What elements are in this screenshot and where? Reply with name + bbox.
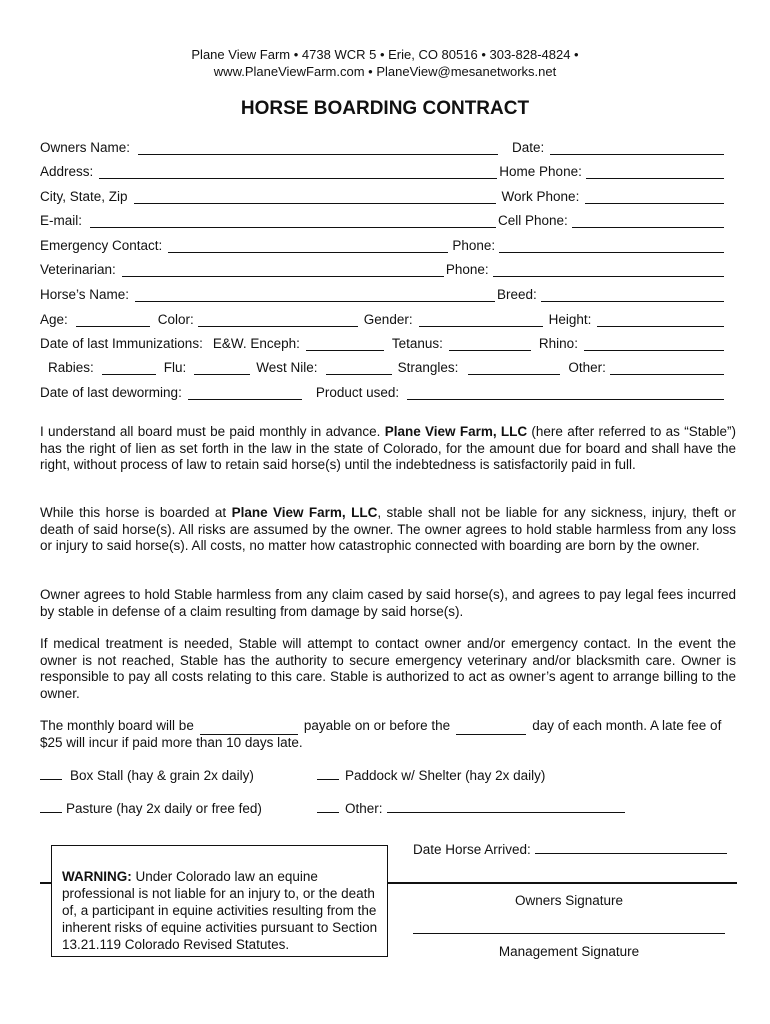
address-field[interactable] (99, 166, 497, 179)
flu-field[interactable] (194, 362, 250, 375)
deworming-field[interactable] (188, 387, 302, 400)
farm-contact-line: www.PlaneViewFarm.com • PlaneView@mesanetworks.net (213, 64, 557, 79)
address-row (40, 161, 726, 179)
city-state-zip-label: City, State, Zip (40, 189, 128, 204)
city-row (40, 186, 726, 204)
lien-paragraph: I understand all board must be paid monthly in advance. Plane View Farm, LLC (here after referred to as “Stable”) has the right of lien as set forth in the law in the state of Colorado, for the amount due for board and shall have the right, without process of law to retain said horse(s) until the indebtedness is satisfactorily paid in full. (40, 424, 736, 472)
other-vaccine-field[interactable] (610, 362, 724, 375)
pasture-option[interactable]: Pasture (hay 2x daily or free fed) (40, 800, 262, 816)
strangles-field[interactable] (468, 362, 560, 375)
deworming-row (40, 382, 726, 400)
product-used-field[interactable] (407, 387, 724, 400)
medical-paragraph: If medical treatment is needed, Stable will attempt to contact owner and/or emergency contact. In the event the owner is not reached, Stable has the authority to secure emergency veterinary and/or blacksmith care. Owner is responsible to pay all costs relating to this care. Stable is authorized to act as owner’s agent to arrange billing to the owner. (40, 636, 736, 701)
rabies-field[interactable] (102, 362, 156, 375)
height-label: Height: (548, 312, 592, 327)
height-field[interactable] (597, 314, 724, 327)
color-field[interactable] (198, 314, 358, 327)
deworming-label: Date of last deworming: (40, 385, 182, 400)
breed-label: Breed: (497, 287, 537, 302)
page-title: HORSE BOARDING CONTRACT (240, 98, 530, 119)
management-signature-line[interactable] (413, 933, 725, 934)
date-label: Date: (512, 140, 545, 155)
cell-phone-field[interactable] (572, 215, 724, 228)
email-row (40, 210, 726, 228)
owners-signature-label: Owners Signature (514, 893, 624, 908)
paddock-option[interactable]: Paddock w/ Shelter (hay 2x daily) (317, 767, 545, 783)
gender-field[interactable] (419, 314, 543, 327)
west-nile-field[interactable] (326, 362, 392, 375)
color-label: Color: (157, 312, 194, 327)
tetanus-label: Tetanus: (391, 336, 443, 351)
tetanus-field[interactable] (449, 338, 531, 351)
veterinarian-label: Veterinarian: (40, 262, 116, 277)
vet-phone-field[interactable] (493, 264, 724, 277)
address-label: Address: (40, 164, 94, 179)
warning-label: WARNING: (62, 869, 132, 884)
west-nile-label: West Nile: (256, 360, 318, 375)
flu-label: Flu: (163, 360, 187, 375)
emergency-row (40, 235, 726, 253)
liability-paragraph: While this horse is boarded at Plane View Farm, LLC, stable shall not be liable for any sickness, injury, theft or death of said horse(s). All risks are assumed by the owner. The owner agrees to hold stable harmless from any loss or injury to said horse(s). All costs, no matter how catastrophic connected with boarding are born by the owner. (40, 505, 737, 553)
other-vaccine-label: Other: (568, 360, 606, 375)
breed-field[interactable] (541, 289, 724, 302)
rabies-label: Rabies: (48, 360, 94, 375)
age-field[interactable] (76, 314, 150, 327)
horse-name-field[interactable] (135, 289, 495, 302)
date-arrived-row (413, 841, 727, 857)
owners-name-label: Owners Name: (40, 140, 131, 155)
emergency-phone-label: Phone: (452, 238, 496, 253)
immunizations-label: Date of last Immunizations: (40, 336, 203, 351)
product-used-label: Product used: (315, 385, 400, 400)
rhino-field[interactable] (584, 338, 724, 351)
date-arrived-label: Date Horse Arrived: (413, 842, 531, 857)
owners-name-row (40, 137, 726, 155)
other-board-checkline[interactable] (317, 800, 339, 813)
owners-name-field[interactable] (138, 142, 498, 155)
home-phone-label: Home Phone: (499, 164, 582, 179)
city-state-zip-field[interactable] (134, 191, 496, 204)
vet-phone-label: Phone: (445, 262, 489, 277)
vaccines-row (48, 357, 726, 375)
horse-name-label: Horse’s Name: (40, 287, 130, 302)
work-phone-label: Work Phone: (501, 189, 580, 204)
rhino-label: Rhino: (538, 336, 578, 351)
emergency-contact-field[interactable] (168, 240, 448, 253)
veterinarian-row (40, 259, 726, 277)
harmless-paragraph: Owner agrees to hold Stable harmless from any claim cased by said horse(s), and agrees to pay legal fees incurred by stable in defense of a claim resulting from damage by said horse(s). (40, 587, 736, 619)
work-phone-field[interactable] (585, 191, 724, 204)
box-stall-checkline[interactable] (40, 767, 62, 780)
emergency-contact-label: Emergency Contact: (40, 238, 163, 253)
age-label: Age: (40, 312, 68, 327)
monthly-board-field[interactable] (200, 722, 298, 735)
date-field[interactable] (550, 142, 724, 155)
ew-enceph-field[interactable] (306, 338, 384, 351)
other-board-option[interactable]: Other: (317, 800, 625, 816)
paddock-checkline[interactable] (317, 767, 339, 780)
horse-name-row (40, 284, 726, 302)
home-phone-field[interactable] (586, 166, 724, 179)
farm-address-line: Plane View Farm • 4738 WCR 5 • Erie, CO 80516 • 303-828-4824 • (191, 47, 579, 62)
gender-label: Gender: (363, 312, 413, 327)
date-arrived-field[interactable] (535, 841, 727, 854)
ew-enceph-label: E&W. Enceph: (212, 336, 300, 351)
emergency-phone-field[interactable] (499, 240, 724, 253)
immunizations-row (40, 333, 726, 351)
cell-phone-label: Cell Phone: (498, 213, 568, 228)
payment-paragraph: The monthly board will be payable on or before the day of each month. A late fee of $25 will incur if paid more than 10 days late. (40, 718, 722, 750)
strangles-label: Strangles: (397, 360, 459, 375)
due-day-field[interactable] (456, 722, 526, 735)
management-signature-label: Management Signature (498, 944, 640, 959)
warning-box (51, 845, 388, 957)
warning-text: Under Colorado law an equine professional is not liable for an injury to, or the death of, a participant in equine activities resulting from the inherent risks of equine activities pursuant to Section 13.21.119 Colorado Revised Statutes. (62, 869, 378, 952)
email-field[interactable] (90, 215, 496, 228)
email-label: E-mail: (40, 213, 83, 228)
pasture-checkline[interactable] (40, 800, 62, 813)
horse-details-row (40, 309, 726, 327)
other-board-field[interactable] (387, 800, 625, 813)
box-stall-option[interactable]: Box Stall (hay & grain 2x daily) (40, 767, 254, 783)
veterinarian-field[interactable] (122, 264, 444, 277)
